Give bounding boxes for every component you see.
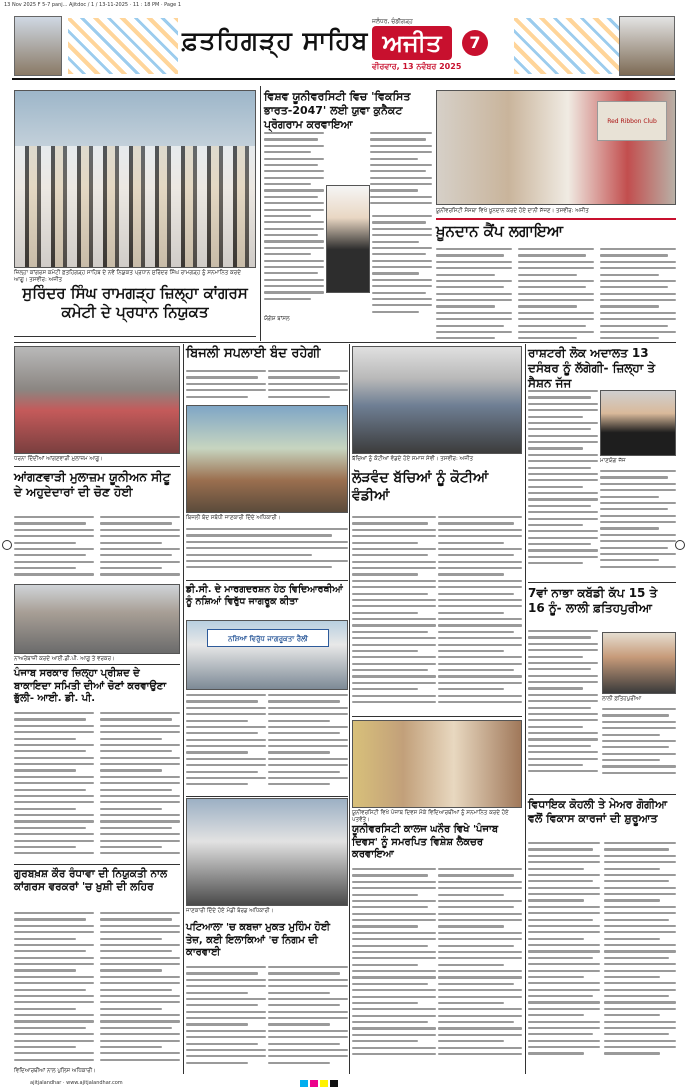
article-jackets-col2 [438,516,522,716]
divider [14,664,180,665]
photo-drug-rally [186,620,348,690]
article-blood-col3 [600,248,676,343]
column-divider [349,344,350,1074]
article-adalat-col2 [600,470,676,580]
headline-kabaddi-cup: 7ਵਾਂ ਨਾਭਾ ਕਬੱਡੀ ਕੱਪ 15 ਤੇ 16 ਨੂੰ- ਲਾਲੀ ਫ਼ਤਿਹਪੁਰੀਆ [528,586,658,615]
divider [528,794,676,795]
article-idp-col2 [100,712,180,862]
blood-donation-sign: Red Ribbon Club [597,101,667,141]
article-power-col2 [268,370,348,402]
headline-encroachment: ਪਟਿਆਲਾ 'ਚ ਕਬਜ਼ਾ ਮੁਕਤ ਮੁਹਿੰਮ ਹੋਈ ਤੇਜ਼, ਕਈ ਇਲਾਕਿਆਂ 'ਚ ਨਿਗਮ ਦੀ ਕਾਰਵਾਈ [186,922,330,958]
column-divider [260,86,261,341]
brand-block [182,20,512,74]
photo-congress-group [14,90,256,268]
article-encroach-col2 [268,966,348,1068]
article-blood-col2 [518,248,594,343]
monument-thumbnail [619,16,675,76]
rally-banner: ਨਸ਼ਿਆਂ ਵਿਰੁੱਧ ਜਾਗਰੂਕਤਾ ਰੈਲੀ [207,629,329,647]
divider [14,342,676,343]
photo-mandi-board [186,798,348,906]
photo-power-officials [186,405,348,513]
headline-gurbakhsh: ਗੁਰਬਖ਼ਸ਼ ਕੌਰ ਰੰਧਾਵਾ ਦੀ ਨਿਯੁਕਤੀ ਨਾਲ ਕਾਂਗਰਸ ਵਰਕਰਾਂ 'ਚ ਖ਼ੁਸ਼ੀ ਦੀ ਲਹਿਰ [14,868,168,894]
color-swatch-yellow [320,1080,328,1087]
caption-congress: ਜ਼ਿਲ੍ਹਾ ਕਾਂਗਰਸ ਕਮੇਟੀ ਫ਼ਤਹਿਗੜ੍ਹ ਸਾਹਿਬ ਦੇ ਨਵੇਂ ਨਿਯੁਕਤ ਪ੍ਰਧਾਨ ਸੁਰਿੰਦਰ ਸਿੰਘ ਰਾਮਗੜ੍ਹ ਨੂੰ ਸਨਮਾਨਿਤ ਕਰਦੇ ਆਗੂ। ਤਸਵੀਰ: ਅਜੀਤ [14,270,241,283]
caption-children: ਬੱਚਿਆਂ ਨੂੰ ਕੋਟੀਆਂ ਵੰਡਦੇ ਹੋਏ ਸਮਾਜ ਸੇਵੀ। ਤਸਵੀਰ: ਅਜੀਤ [352,456,474,462]
newspaper-logo: ਅਜੀਤ [372,26,452,60]
photo-judge [600,390,676,456]
photo-children-jackets [352,346,522,454]
article-idp-col1 [14,712,94,862]
edition-title: ਫ਼ਤਹਿਗੜ੍ਹ ਸਾਹਿਬ [182,26,369,55]
article-drug-col2 [268,694,348,794]
headline-power-supply: ਬਿਜਲੀ ਸਪਲਾਈ ਬੰਦ ਰਹੇਗੀ [186,346,321,361]
issue-date: ਵੀਰਵਾਰ, 13 ਨਵੰਬਰ 2025 [372,62,462,71]
caption-lali: ਲਾਲੀ ਫ਼ਤਿਹਪੁਰੀਆ [602,696,642,702]
caption-power: ਬਿਜਲੀ ਬੰਦ ਸਬੰਧੀ ਜਾਣਕਾਰੀ ਦਿੰਦੇ ਅਧਿਕਾਰੀ। [186,515,281,521]
divider [14,864,180,865]
caption-idp: ਨਾਅਰੇਬਾਜ਼ੀ ਕਰਦੇ ਆਈ.ਡੀ.ਪੀ. ਆਗੂ ਤੇ ਵਰਕਰ। [14,656,115,662]
article-kohli-col2 [604,842,676,1068]
caption-mandi: ਜਾਣਕਾਰੀ ਦਿੰਦੇ ਹੋਏ ਮੰਡੀ ਬੋਰਡ ਅਧਿਕਾਰੀ। [186,908,274,914]
article-gurbakhsh-col2 [100,912,180,1068]
caption-students: ਵਿਦਿਆਰਥੀਆਂ ਨਾਲ ਪੁਲਿਸ ਅਧਿਕਾਰੀ। [14,1068,96,1074]
caption-blood-donation: ਯੂਨੀਵਰਸਿਟੀ ਸੰਸਥਾ ਵਿਖੇ ਖ਼ੂਨਦਾਨ ਕਰਦੇ ਹੋਏ ਦਾਨੀ ਸੱਜਣ। ਤਸਵੀਰ: ਅਜੀਤ [436,208,589,214]
headline-drug-awareness: ਡੀ.ਸੀ. ਦੇ ਮਾਰਗਦਰਸ਼ਨ ਹੇਠ ਵਿਦਿਆਰਥੀਆਂ ਨੂੰ ਨਸ਼ਿਆਂ ਵਿਰੁੱਧ ਜਾਗਰੂਕ ਕੀਤਾ [186,584,343,607]
headline-idp: ਪੰਜਾਬ ਸਰਕਾਰ ਜ਼ਿਲ੍ਹਾ ਪ੍ਰੀਸ਼ਦ ਦੇ ਬਾਕਾਇਦਾ ਸਮਿਤੀ ਦੀਆਂ ਚੋਣਾਂ ਕਰਵਾਉਣਾ ਭੁੱਲੀ- ਆਈ. ਡੀ. ਪੀ. [14,668,167,704]
color-swatch-cyan [300,1080,308,1087]
page-number: 7 [462,30,488,56]
photo-anganwadi-protest [14,346,180,454]
decorative-pattern-left [68,18,178,74]
article-diwas-col1 [352,868,436,1068]
photo-lali-fatehpuria [602,632,676,694]
gurdwara-thumbnail [14,16,62,76]
caption-yogesh: ਯੋਗੇਸ਼ ਬਾਂਸਲ [264,316,290,322]
edition-cities: ਜਲੰਧਰ, ਚੰਡੀਗੜ੍ਹ [372,18,413,25]
article-kohli-col1 [528,842,600,1068]
photo-speaker [326,185,370,293]
article-drug-col1 [186,694,266,794]
divider [186,796,348,797]
registration-mark [2,540,12,550]
article-kabaddi-col1 [528,630,598,780]
divider [528,582,676,583]
color-swatch-magenta [310,1080,318,1087]
headline-lok-adalat: ਰਾਸ਼ਟਰੀ ਲੋਕ ਅਦਾਲਤ 13 ਦਸੰਬਰ ਨੂੰ ਲੱਗੇਗੀ- ਜ਼ਿਲ੍ਹਾ ਤੇ ਸੈਸ਼ਨ ਜੱਜ [528,346,656,390]
article-viksit-col3 [372,215,432,325]
article-viksit-col1 [264,132,324,312]
footer-slug: ajitjalandhar · www.ajitjalandhar.com [30,1080,123,1086]
article-power-col1 [186,370,266,402]
article-gurbakhsh-col1 [14,912,94,1068]
print-slug: 13 Nov 2025 F 5-7 panj... Ajitdoc / 1 / 13-11-2025 · 11 : 18 PM · Page 1 [4,2,182,8]
headline-blood-camp: ਖ਼ੂਨਦਾਨ ਕੈਂਪ ਲਗਾਇਆ [436,222,564,240]
headline-jackets: ਲੋੜਵੰਦ ਬੱਚਿਆਂ ਨੂੰ ਕੋਟੀਆਂ ਵੰਡੀਆਂ [352,470,489,504]
article-encroach-col1 [186,966,266,1068]
headline-mla-kohli: ਵਿਧਾਇਕ ਕੋਹਲੀ ਤੇ ਮੇਅਰ ਗੋਗੀਆ ਵਲੋਂ ਵਿਕਾਸ ਕਾਰਜਾਂ ਦੀ ਸ਼ੁਰੂਆਤ [528,798,668,825]
article-viksit-col2 [370,132,432,212]
article-diwas-col2 [438,868,522,1068]
photo-blood-donation [436,90,676,205]
article-jackets-col1 [352,516,436,716]
headline-viksit-bharat: ਵਿਸ਼ਵ ਯੂਨੀਵਰਸਿਟੀ ਵਿਚ 'ਵਿਕਸਿਤ ਭਾਰਤ-2047' ਲਈ ਯੁਵਾ ਕੁਨੈਕਟ ਪ੍ਰੋਗਰਾਮ ਕਰਵਾਇਆ [264,90,411,131]
column-divider [183,344,184,1074]
caption-punjab-diwas: ਯੂਨੀਵਰਸਿਟੀ ਵਿਖੇ ਪੰਜਾਬ ਦਿਵਸ ਮੌਕੇ ਵਿਦਿਆਰਥੀਆਂ ਨੂੰ ਸਨਮਾਨਿਤ ਕਰਦੇ ਹੋਏ ਪਤਵੰਤੇ। [352,810,509,823]
article-union-col1 [14,516,94,580]
caption-judge: ਮਾਣਯੋਗ ਜੱਜ [600,458,626,464]
article-kabaddi-col2 [602,708,676,780]
section-rule [436,218,676,220]
divider [14,336,256,337]
registration-mark [675,540,685,550]
decorative-pattern-right [514,18,624,74]
article-power-more [186,528,348,578]
divider [352,716,522,717]
headline-surinder-singh: ਸੁਰਿੰਦਰ ਸਿੰਘ ਰਾਮਗੜ੍ਹ ਜ਼ਿਲ੍ਹਾ ਕਾਂਗਰਸ ਕਮੇਟੀ ਦੇ ਪ੍ਰਧਾਨ ਨਿਯੁਕਤ [22,284,248,321]
article-blood-col1 [436,248,512,343]
divider [186,580,348,581]
photo-punjab-diwas [352,720,522,808]
photo-idp-protest [14,584,180,654]
column-divider [525,344,526,1074]
headline-punjab-diwas: ਯੂਨੀਵਰਸਿਟੀ ਕਾਲਜ ਘਨੌਰ ਵਿਖੇ 'ਪੰਜਾਬ ਦਿਵਸ' ਨੂੰ ਸਮਰਪਿਤ ਵਿਸ਼ੇਸ਼ ਲੈਕਚਰ ਕਰਵਾਇਆ [352,824,499,860]
article-adalat-col1 [528,390,598,580]
color-swatch-black [330,1080,338,1087]
masthead [12,12,675,80]
divider [14,466,180,467]
caption-anganwadi: ਧਰਨਾ ਦਿੰਦੀਆਂ ਆਂਗਣਵਾੜੀ ਮੁਲਾਜ਼ਮ ਆਗੂ। [14,456,103,462]
article-union-col2 [100,516,180,580]
headline-anganwadi-union: ਆਂਗਣਵਾੜੀ ਮੁਲਾਜ਼ਮ ਯੂਨੀਅਨ ਸੀਟੂ ਦੇ ਅਹੁਦੇਦਾਰਾਂ ਦੀ ਚੋਣ ਹੋਈ [14,470,171,499]
